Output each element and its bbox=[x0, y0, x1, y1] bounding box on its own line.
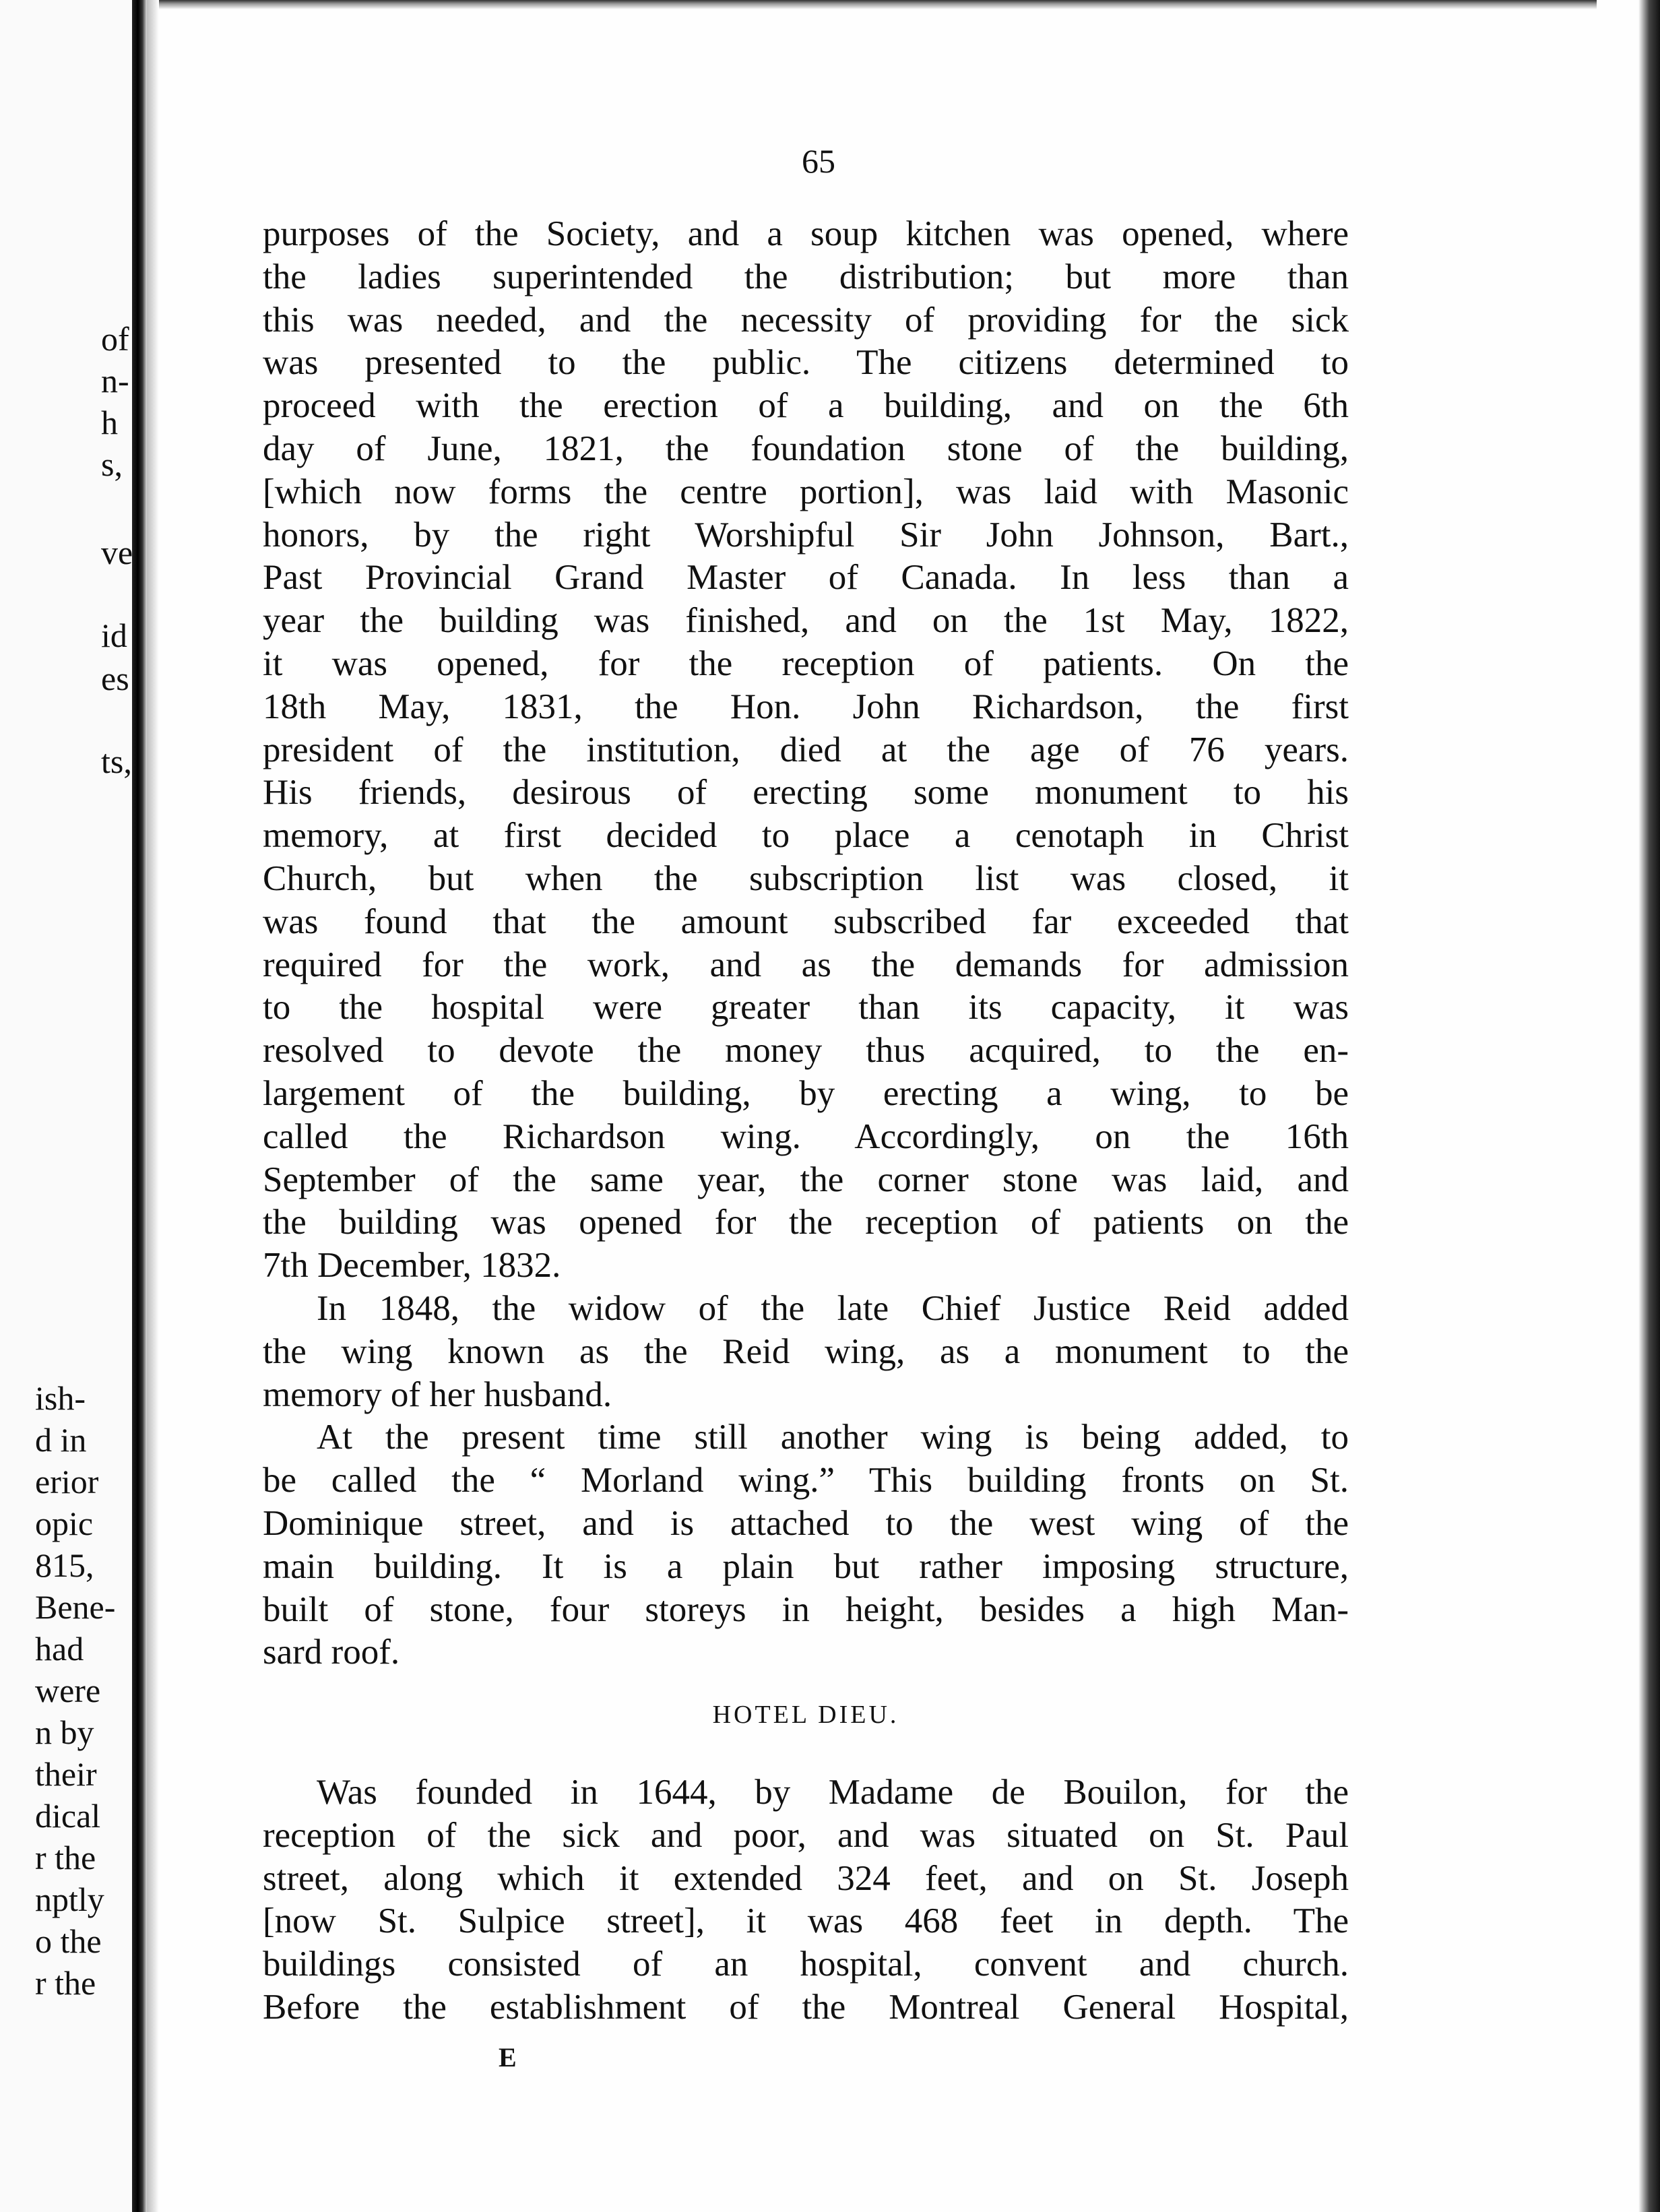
text-line: year the building was finished, and on the 1st May, 1822, bbox=[263, 601, 1349, 641]
text-line: largement of the building, by erecting a wing, to be bbox=[263, 1073, 1349, 1113]
text-line: it was opened, for the reception of patients. On the bbox=[263, 643, 1349, 683]
text-line: Past Provincial Grand Master of Canada. In less than a bbox=[263, 558, 1349, 598]
text-line: called the Richardson wing. Accordingly, on the 16th bbox=[263, 1116, 1349, 1156]
text-line: [now St. Sulpice street], it was 468 feet in depth. The bbox=[263, 1901, 1349, 1941]
fragment-text: r the bbox=[35, 1964, 96, 2002]
page-right-edge bbox=[1638, 0, 1660, 2212]
text-line: At the present time still another wing is being added, to bbox=[317, 1418, 1349, 1457]
text-line: proceed with the erection of a building, and on the 6th bbox=[263, 386, 1349, 426]
text-line: His friends, desirous of erecting some monument to his bbox=[263, 773, 1349, 813]
book-gutter bbox=[132, 0, 147, 2212]
fragment-text: Bene- bbox=[35, 1588, 116, 1626]
fragment-text: were bbox=[35, 1672, 101, 1709]
text-line: sard roof. bbox=[263, 1633, 400, 1672]
text-line: be called the “ Morland wing.” This building fronts on St. bbox=[263, 1461, 1349, 1500]
fragment-text: had bbox=[35, 1630, 84, 1668]
text-line: the wing known as the Reid wing, as a monument to the bbox=[263, 1331, 1349, 1371]
paragraph bbox=[263, 1288, 1349, 1416]
fragment-text: id bbox=[101, 617, 127, 654]
text-line: September of the same year, the corner stone was laid, and bbox=[263, 1160, 1349, 1199]
fragment-text: opic bbox=[35, 1505, 94, 1542]
signature-mark: E bbox=[499, 2042, 517, 2073]
fragment-text: s, bbox=[101, 445, 123, 483]
fragment-text: n- bbox=[101, 362, 129, 400]
text-line: Dominique street, and is attached to the west wing of the bbox=[263, 1503, 1349, 1543]
text-line: president of the institution, died at the age of 76 years. bbox=[263, 730, 1349, 769]
fragment-text: d in bbox=[35, 1421, 87, 1459]
fragment-text: of bbox=[101, 320, 129, 358]
text-line: was found that the amount subscribed far exceeded that bbox=[263, 902, 1349, 941]
fragment-text: r the bbox=[35, 1839, 96, 1876]
body-text bbox=[263, 213, 1349, 2029]
fragment-text: ish- bbox=[35, 1379, 86, 1417]
fragment-text: h bbox=[101, 404, 118, 441]
text-line: 7th December, 1832. bbox=[263, 1246, 561, 1286]
text-line: Was founded in 1644, by Madame de Bouilon, for the bbox=[317, 1773, 1349, 1812]
text-line: this was needed, and the necessity of providing for the sick bbox=[263, 300, 1349, 340]
fragment-text: o the bbox=[35, 1922, 102, 1960]
text-line: main building. It is a plain but rather imposing structure, bbox=[263, 1546, 1349, 1586]
fragment-text: n by bbox=[35, 1713, 94, 1751]
paragraph bbox=[263, 1771, 1349, 2029]
text-line: day of June, 1821, the foundation stone of the building, bbox=[263, 429, 1349, 468]
text-line: Church, but when the subscription list was closed, it bbox=[263, 858, 1349, 898]
section-heading: HOTEL DIEU. bbox=[712, 1701, 899, 1730]
paragraph bbox=[263, 213, 1349, 1288]
text-line: street, along which it extended 324 feet, and on St. Joseph bbox=[263, 1858, 1349, 1898]
text-line: buildings consisted of an hospital, convent and church. bbox=[263, 1945, 1349, 1984]
text-line: the ladies superintended the distribution; but more than bbox=[263, 257, 1349, 296]
text-line: to the hospital were greater than its capacity, it was bbox=[263, 988, 1349, 1028]
fragment-text: es bbox=[101, 660, 129, 697]
text-line: reception of the sick and poor, and was situated on St. Paul bbox=[263, 1815, 1349, 1855]
text-line: required for the work, and as the demands for admission bbox=[263, 945, 1349, 984]
text-line: In 1848, the widow of the late Chief Justice Reid added bbox=[317, 1288, 1349, 1328]
text-line: memory, at first decided to place a cenotaph in Christ bbox=[263, 816, 1349, 856]
fragment-text: nptly bbox=[35, 1881, 104, 1918]
page-number: 65 bbox=[802, 142, 835, 180]
fragment-text: 815, bbox=[35, 1546, 94, 1584]
text-line: was presented to the public. The citizens determined to bbox=[263, 343, 1349, 383]
text-line: memory of her husband. bbox=[263, 1374, 612, 1414]
fragment-text: ts, bbox=[101, 742, 132, 780]
text-line: purposes of the Society, and a soup kitchen was opened, where bbox=[263, 214, 1349, 253]
fragment-text: their bbox=[35, 1755, 97, 1793]
text-line: honors, by the right Worshipful Sir John Johnson, Bart., bbox=[263, 515, 1349, 555]
text-line: resolved to devote the money thus acquired, to the en- bbox=[263, 1031, 1349, 1071]
text-line: [which now forms the centre portion], was laid with Masonic bbox=[263, 472, 1349, 511]
text-line: built of stone, four storeys in height, besides a high Man- bbox=[263, 1589, 1349, 1629]
text-line: Before the establishment of the Montreal General Hospital, bbox=[263, 1988, 1349, 2027]
fragment-text: ve bbox=[101, 534, 133, 571]
fragment-text: erior bbox=[35, 1463, 99, 1500]
paragraph bbox=[263, 1416, 1349, 1674]
text-line: the building was opened for the reception of patients on the bbox=[263, 1203, 1349, 1242]
text-line: 18th May, 1831, the Hon. John Richardson, the first bbox=[263, 687, 1349, 726]
page-top-edge bbox=[141, 0, 1597, 9]
fragment-text: dical bbox=[35, 1797, 101, 1835]
spacer bbox=[263, 1748, 1349, 1771]
gutter-shadow bbox=[147, 0, 159, 2212]
spacer bbox=[263, 1674, 1349, 1695]
